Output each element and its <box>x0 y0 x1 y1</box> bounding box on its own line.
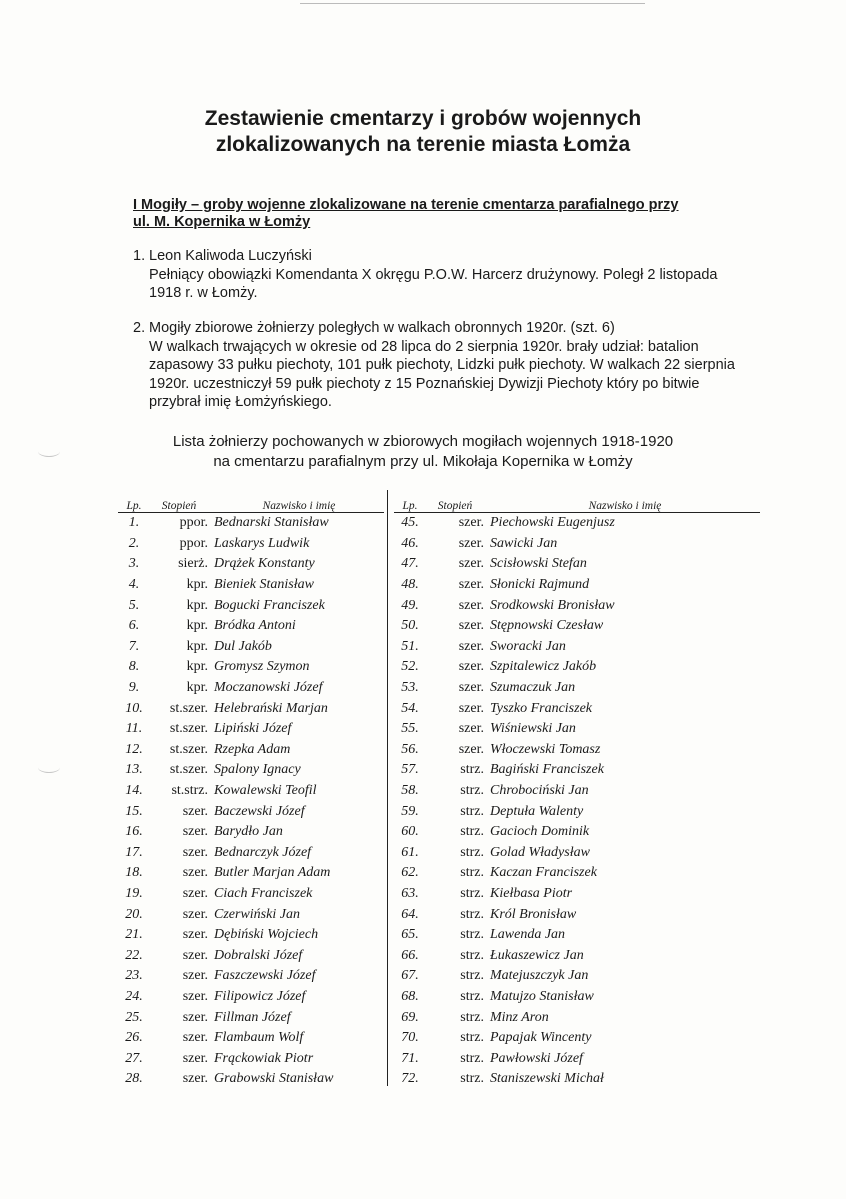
row-rank: szer. <box>182 803 208 819</box>
row-name: Stępnowski Czesław <box>490 618 604 634</box>
row-rank: strz. <box>460 1009 484 1025</box>
list-item <box>133 247 753 303</box>
row-number: 11. <box>125 721 143 737</box>
row-rank: szer. <box>458 659 484 675</box>
table-row <box>118 698 384 719</box>
row-rank: kpr. <box>186 680 208 696</box>
row-rank: strz. <box>460 762 484 778</box>
list-item-title-text: Leon Kaliwoda Luczyński <box>149 248 312 264</box>
row-number: 61. <box>401 844 419 860</box>
row-name: Piechowski Eugenjusz <box>490 515 615 531</box>
table-row <box>394 904 760 925</box>
row-number: 10. <box>125 700 143 716</box>
row-rank: strz. <box>460 803 484 819</box>
header-lp: Lp. <box>118 494 150 513</box>
row-number: 46. <box>401 535 419 551</box>
row-number: 65. <box>401 927 419 943</box>
table-row <box>394 637 760 658</box>
table-row <box>118 945 384 966</box>
row-rank: ppor. <box>179 515 208 531</box>
row-number: 16. <box>125 824 143 840</box>
title-line: zlokalizowanych na terenie miasta Łomża <box>215 133 631 156</box>
row-number: 7. <box>128 638 140 654</box>
section-heading <box>133 197 713 231</box>
row-number: 19. <box>125 885 143 901</box>
row-name: Filipowicz Józef <box>214 988 306 1004</box>
row-name: Król Bronisław <box>490 906 577 922</box>
roster-title <box>0 432 846 471</box>
table-row <box>394 801 760 822</box>
row-rank: szer. <box>458 556 484 572</box>
row-name: Pawłowski Józef <box>490 1050 583 1066</box>
table-row <box>118 987 384 1008</box>
row-number: 62. <box>401 865 419 881</box>
row-name: Włoczewski Tomasz <box>490 741 601 757</box>
table-row <box>394 884 760 905</box>
row-rank: szer. <box>458 741 484 757</box>
row-number: 4. <box>128 577 140 593</box>
row-rank: szer. <box>458 638 484 654</box>
row-number: 6. <box>128 618 140 634</box>
row-rank: kpr. <box>186 618 208 634</box>
row-number: 8. <box>128 659 140 675</box>
row-name: Bogucki Franciszek <box>214 597 325 613</box>
row-rank: st.szer. <box>169 700 208 716</box>
row-number: 51. <box>401 638 419 654</box>
row-rank: szer. <box>458 535 484 551</box>
row-rank: szer. <box>182 988 208 1004</box>
table-row <box>394 698 760 719</box>
header-rank: Stopień <box>426 494 490 513</box>
row-name: Bródka Antoni <box>214 618 296 634</box>
row-number: 50. <box>401 618 419 634</box>
row-number: 15. <box>125 803 143 819</box>
row-rank: szer. <box>458 680 484 696</box>
row-rank: szer. <box>182 824 208 840</box>
row-rank: szer. <box>182 968 208 984</box>
row-name: Ciach Franciszek <box>214 885 313 901</box>
row-number: 17. <box>125 844 143 860</box>
header-rank: Stopień <box>150 494 214 513</box>
row-rank: strz. <box>460 947 484 963</box>
row-name: Chrobociński Jan <box>490 783 589 799</box>
row-rank: strz. <box>460 1071 484 1087</box>
row-rank: szer. <box>458 700 484 716</box>
table-row <box>394 843 760 864</box>
row-rank: kpr. <box>186 577 208 593</box>
table-row <box>118 595 384 616</box>
row-rank: szer. <box>458 515 484 531</box>
row-name: Grabowski Stanisław <box>214 1071 334 1087</box>
row-name: Wiśniewski Jan <box>490 721 576 737</box>
row-name: Moczanowski Józef <box>214 680 323 696</box>
row-name: Rzepka Adam <box>214 741 291 757</box>
row-number: 21. <box>125 927 143 943</box>
table-row <box>394 1069 760 1090</box>
roster-table-right <box>394 494 760 1090</box>
row-number: 72. <box>401 1071 419 1087</box>
row-rank: szer. <box>458 597 484 613</box>
row-rank: st.szer. <box>169 741 208 757</box>
row-number: 9. <box>128 680 140 696</box>
punch-hole-mark <box>38 762 60 773</box>
table-row <box>118 637 384 658</box>
row-rank: strz. <box>460 927 484 943</box>
table-row <box>394 678 760 699</box>
row-name: Papajak Wincenty <box>490 1030 592 1046</box>
row-number: 13. <box>125 762 143 778</box>
table-row <box>118 534 384 555</box>
row-number: 67. <box>401 968 419 984</box>
row-rank: kpr. <box>186 597 208 613</box>
table-row <box>118 801 384 822</box>
row-number: 66. <box>401 947 419 963</box>
row-name: Sawicki Jan <box>490 535 558 551</box>
table-row <box>118 904 384 925</box>
row-number: 56. <box>401 741 419 757</box>
row-rank: szer. <box>182 1009 208 1025</box>
row-number: 55. <box>401 721 419 737</box>
row-number: 49. <box>401 597 419 613</box>
row-name: Butler Marjan Adam <box>214 865 331 881</box>
row-name: Szpitalewicz Jakób <box>490 659 597 675</box>
row-name: Gacioch Dominik <box>490 824 590 840</box>
row-number: 48. <box>401 577 419 593</box>
row-name: Kaczan Franciszek <box>490 865 597 881</box>
section-heading-line: ul. M. Kopernika w Łomży <box>133 214 311 230</box>
roster-body-left <box>118 513 384 1090</box>
table-row <box>118 1048 384 1069</box>
table-row <box>394 987 760 1008</box>
table-row <box>118 740 384 761</box>
list-item-number: 2. <box>133 320 146 336</box>
row-name: Matejuszczyk Jan <box>490 968 589 984</box>
table-row <box>118 1028 384 1049</box>
row-name: Sworacki Jan <box>490 638 566 654</box>
scan-top-line <box>300 3 645 4</box>
row-name: Czerwiński Jan <box>214 906 300 922</box>
row-number: 22. <box>125 947 143 963</box>
row-name: Łukaszewicz Jan <box>490 947 584 963</box>
table-row <box>118 513 384 534</box>
row-name: Faszczewski Józef <box>214 968 316 984</box>
table-row <box>394 657 760 678</box>
list-item-body: Pełniący obowiązki Komendanta X okręgu P.O.W. Harcerz drużynowy. Poległ 2 listopada 1918 r. w Łomży. <box>149 266 718 301</box>
row-number: 45. <box>401 515 419 531</box>
row-name: Dobralski Józef <box>214 947 303 963</box>
row-rank: strz. <box>460 1030 484 1046</box>
row-number: 69. <box>401 1009 419 1025</box>
row-rank: szer. <box>182 1030 208 1046</box>
row-rank: strz. <box>460 1050 484 1066</box>
row-rank: st.szer. <box>169 721 208 737</box>
row-name: Słonicki Rajmund <box>490 577 590 593</box>
row-rank: strz. <box>460 783 484 799</box>
row-name: Golad Władysław <box>490 844 590 860</box>
roster-table-left <box>118 494 384 1090</box>
row-number: 3. <box>128 556 140 572</box>
row-name: Spalony Ignacy <box>214 762 301 778</box>
row-rank: st.strz. <box>171 783 208 799</box>
row-rank: sierż. <box>178 556 208 572</box>
header-name: Nazwisko i imię <box>490 494 760 513</box>
row-name: Tyszko Franciszek <box>490 700 592 716</box>
row-rank: strz. <box>460 906 484 922</box>
row-name: Minz Aron <box>490 1009 549 1025</box>
row-number: 57. <box>401 762 419 778</box>
table-row <box>394 719 760 740</box>
row-number: 53. <box>401 680 419 696</box>
row-number: 26. <box>125 1030 143 1046</box>
row-number: 18. <box>125 865 143 881</box>
row-number: 20. <box>125 906 143 922</box>
title-line: Zestawienie cmentarzy i grobów wojennych <box>204 107 642 130</box>
table-row <box>118 554 384 575</box>
row-name: Dul Jakób <box>214 638 272 654</box>
table-row <box>394 863 760 884</box>
table-row <box>394 513 760 534</box>
table-row <box>394 1048 760 1069</box>
table-row <box>394 575 760 596</box>
table-row <box>394 740 760 761</box>
row-name: Laskarys Ludwik <box>214 535 310 551</box>
row-number: 71. <box>401 1050 419 1066</box>
table-row <box>394 1028 760 1049</box>
table-row <box>118 843 384 864</box>
table-row <box>118 719 384 740</box>
list-item-number: 1. <box>133 248 146 264</box>
row-number: 60. <box>401 824 419 840</box>
table-row <box>394 925 760 946</box>
row-name: Deptuła Walenty <box>490 803 584 819</box>
list-item-title <box>133 247 753 266</box>
row-number: 12. <box>125 741 143 757</box>
row-number: 64. <box>401 906 419 922</box>
row-number: 68. <box>401 988 419 1004</box>
table-row <box>118 925 384 946</box>
row-name: Staniszewski Michał <box>490 1071 604 1087</box>
list-item <box>133 319 753 412</box>
table-header-row <box>118 494 384 513</box>
header-lp: Lp. <box>394 494 426 513</box>
row-name: Scisłowski Stefan <box>490 556 587 572</box>
row-number: 52. <box>401 659 419 675</box>
row-number: 25. <box>125 1009 143 1025</box>
row-name: Drążek Konstanty <box>214 556 315 572</box>
row-name: Frąckowiak Piotr <box>214 1050 314 1066</box>
column-divider <box>387 490 388 1086</box>
table-row <box>118 1069 384 1090</box>
row-rank: szer. <box>182 1050 208 1066</box>
row-number: 59. <box>401 803 419 819</box>
table-header-row <box>394 494 760 513</box>
row-name: Bednarski Stanisław <box>214 515 329 531</box>
table-row <box>118 1007 384 1028</box>
row-name: Srodkowski Bronisław <box>490 597 615 613</box>
row-rank: szer. <box>458 577 484 593</box>
row-rank: szer. <box>458 618 484 634</box>
table-row <box>394 945 760 966</box>
row-name: Bednarczyk Józef <box>214 844 312 860</box>
row-name: Bieniek Stanisław <box>214 577 314 593</box>
section-heading-line: I Mogiły – groby wojenne zlokalizowane na terenie cmentarza parafialnego przy <box>133 197 679 213</box>
table-row <box>118 575 384 596</box>
table-row <box>118 760 384 781</box>
table-row <box>394 616 760 637</box>
row-number: 28. <box>125 1071 143 1087</box>
row-number: 5. <box>128 597 140 613</box>
table-row <box>394 966 760 987</box>
row-number: 14. <box>125 783 143 799</box>
row-rank: szer. <box>458 721 484 737</box>
table-row <box>118 657 384 678</box>
row-rank: szer. <box>182 1071 208 1087</box>
roster-title-line: Lista żołnierzy pochowanych w zbiorowych mogiłach wojennych 1918-1920 <box>172 433 674 450</box>
row-rank: szer. <box>182 927 208 943</box>
table-row <box>394 1007 760 1028</box>
row-name: Dębiński Wojciech <box>214 927 319 943</box>
row-name: Bagiński Franciszek <box>490 762 604 778</box>
row-number: 24. <box>125 988 143 1004</box>
row-number: 70. <box>401 1030 419 1046</box>
row-rank: strz. <box>460 968 484 984</box>
row-name: Flambaum Wolf <box>214 1030 304 1046</box>
row-rank: kpr. <box>186 659 208 675</box>
table-row <box>394 781 760 802</box>
table-row <box>118 822 384 843</box>
row-name: Barydło Jan <box>214 824 283 840</box>
row-name: Gromysz Szymon <box>214 659 310 675</box>
row-name: Baczewski Józef <box>214 803 305 819</box>
table-row <box>394 554 760 575</box>
row-name: Fillman Józef <box>214 1009 291 1025</box>
row-number: 47. <box>401 556 419 572</box>
row-rank: st.szer. <box>169 762 208 778</box>
row-rank: strz. <box>460 844 484 860</box>
row-name: Szumaczuk Jan <box>490 680 576 696</box>
table-row <box>394 760 760 781</box>
row-name: Matujzo Stanisław <box>490 988 594 1004</box>
row-rank: szer. <box>182 844 208 860</box>
roster-body-right <box>394 513 760 1090</box>
table-row <box>118 616 384 637</box>
table-row <box>394 595 760 616</box>
table-row <box>394 534 760 555</box>
list-item-title <box>133 319 753 338</box>
list-item-title-text: Mogiły zbiorowe żołnierzy poległych w walkach obronnych 1920r. (szt. 6) <box>149 320 615 336</box>
row-rank: kpr. <box>186 638 208 654</box>
table-row <box>118 863 384 884</box>
row-name: Kowalewski Teofil <box>214 783 317 799</box>
row-number: 54. <box>401 700 419 716</box>
table-row <box>118 781 384 802</box>
row-name: Kiełbasa Piotr <box>490 885 573 901</box>
row-rank: strz. <box>460 824 484 840</box>
row-number: 27. <box>125 1050 143 1066</box>
row-number: 23. <box>125 968 143 984</box>
row-rank: strz. <box>460 865 484 881</box>
row-number: 1. <box>128 515 140 531</box>
table-row <box>118 678 384 699</box>
document-title <box>0 106 846 158</box>
row-rank: szer. <box>182 865 208 881</box>
row-rank: strz. <box>460 885 484 901</box>
roster-title-line: na cmentarzu parafialnym przy ul. Mikołaja Kopernika w Łomży <box>213 452 633 470</box>
table-row <box>394 822 760 843</box>
row-rank: szer. <box>182 947 208 963</box>
row-number: 63. <box>401 885 419 901</box>
list-item-body: W walkach trwających w okresie od 28 lipca do 2 sierpnia 1920r. brały udział: batalion zapasowy 33 pułku piechoty, 101 pułk piechoty, Lidzki pułk piechoty. W walkach 22 sierpnia 1920r. uczestniczył 59 pułk piechoty z 15 Poznańskiej Dywizji Piechoty który po bitwie przybrał imię Łomżyńskiego. <box>149 338 735 410</box>
row-rank: ppor. <box>179 535 208 551</box>
row-rank: szer. <box>182 885 208 901</box>
row-name: Lawenda Jan <box>490 927 566 943</box>
header-name: Nazwisko i imię <box>214 494 384 513</box>
row-number: 2. <box>128 535 140 551</box>
table-row <box>118 966 384 987</box>
row-name: Helebrański Marjan <box>214 700 328 716</box>
table-row <box>118 884 384 905</box>
row-name: Lipiński Józef <box>214 721 292 737</box>
row-rank: szer. <box>182 906 208 922</box>
row-number: 58. <box>401 783 419 799</box>
row-rank: strz. <box>460 988 484 1004</box>
